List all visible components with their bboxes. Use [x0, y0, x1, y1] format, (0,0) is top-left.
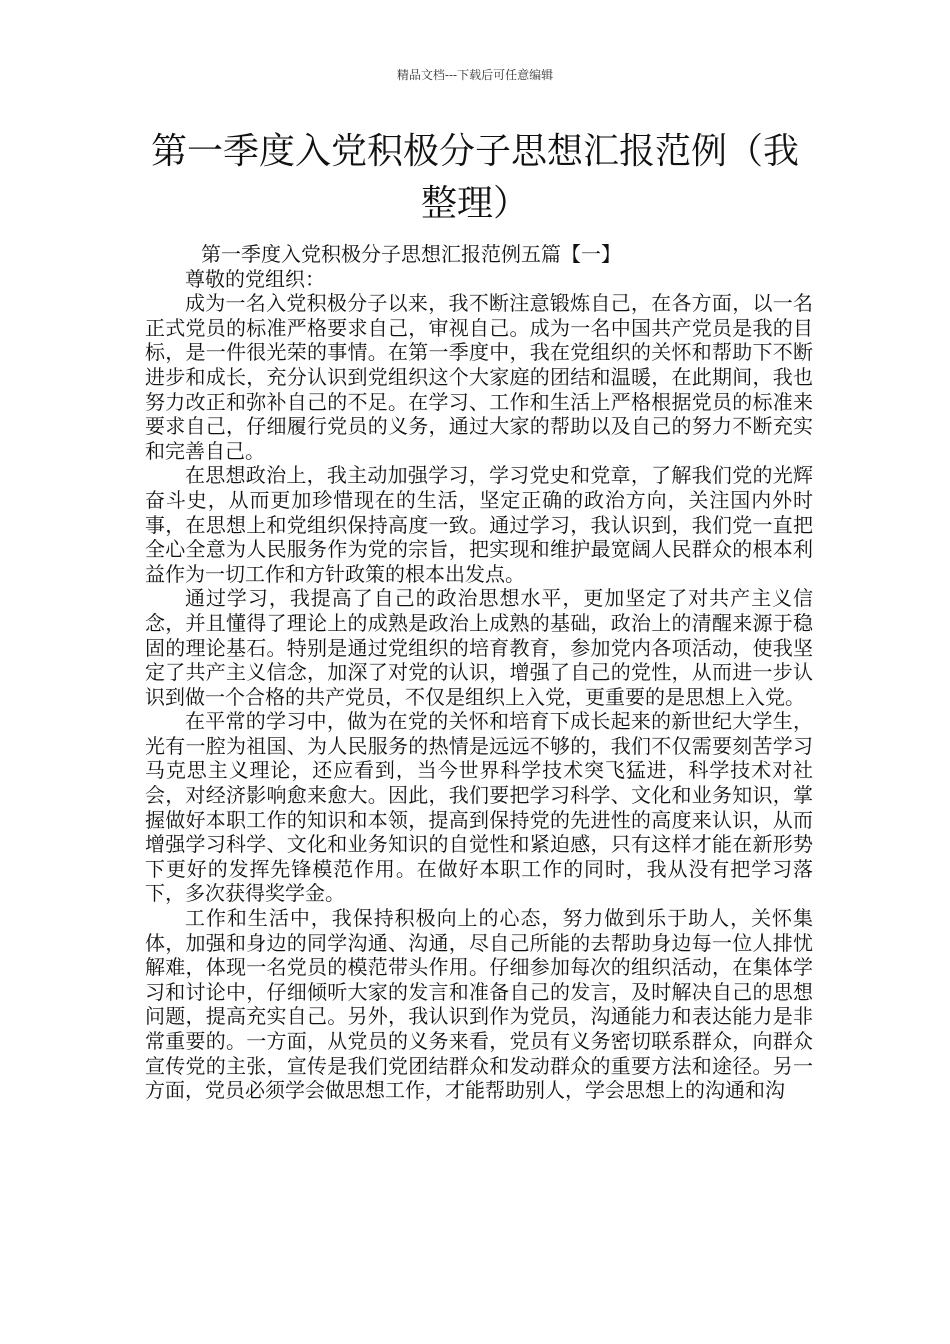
- document-subtitle: 第一季度入党积极分子思想汇报范例五篇【一】: [201, 242, 621, 266]
- document-title: 第一季度入党积极分子思想汇报范例（我整理）: [150, 131, 799, 224]
- paragraph: 在思想政治上，我主动加强学习，学习党史和党章，了解我们党的光辉奋斗史，从而更加珍惜现在的生活，坚定正确的政治方向，关注国内外时事，在思想上和党组织保持高度一致。通过学习，我认识到，我们党一直把全心全意为人民服务作为党的宗旨，把实现和维护最宽阔人民群众的根本利益作为一切工作和方针政策的根本出发点。: [145, 463, 813, 586]
- salutation: 尊敬的党组织：: [185, 266, 325, 291]
- paragraph: 成为一名入党积极分子以来，我不断注意锻炼自己，在各方面，以一名正式党员的标准严格要求自己，审视自己。成为一名中国共产党员是我的目标，是一件很光荣的事情。在第一季度中，我在党组织的关怀和帮助下不断进步和成长，充分认识到党组织这个大家庭的团结和温暖，在此期间，我也努力改正和弥补自己的不足。在学习、工作和生活上严格根据党员的标准来要求自己，仔细履行党员的义务，通过大家的帮助以及自己的努力不断充实和完善自己。: [145, 291, 813, 463]
- paragraph: 工作和生活中，我保持积极向上的心态，努力做到乐于助人，关怀集体，加强和身边的同学沟通、沟通，尽自己所能的去帮助身边每一位人排忧解难，体现一名党员的模范带头作用。仔细参加每次的组织活动，在集体学习和讨论中，仔细倾听大家的发言和准备自己的发言，及时解决自己的思想问题，提高充实自己。另外，我认识到作为党员，沟通能力和表达能力是非常重要的。一方面，从党员的义务来看，党员有义务密切联系群众，向群众宣传党的主张，宣传是我们党团结群众和发动群众的重要方法和途径。另一方面，党员必须学会做思想工作，才能帮助别人，学会思想上的沟通和沟: [145, 906, 813, 1103]
- header-note: 精品文档---下载后可任意编辑: [396, 68, 554, 82]
- paragraph: 通过学习，我提高了自己的政治思想水平，更加坚定了对共产主义信念，并且懂得了理论上的成熟是政治上成熟的基础，政治上的清醒来源于稳固的理论基石。特别是通过党组织的培育教育，参加党内各项活动，使我坚定了共产主义信念，加深了对党的认识，增强了自己的党性，从而进一步认识到做一个合格的共产党员，不仅是组织上入党，更重要的是思想上入党。: [145, 586, 813, 709]
- paragraph: 在平常的学习中，做为在党的关怀和培育下成长起来的新世纪大学生，光有一腔为祖国、为人民服务的热情是远远不够的，我们不仅需要刻苦学习马克思主义理论，还应看到，当今世界科学技术突飞猛进，科学技术对社会，对经济影响愈来愈大。因此，我们要把学习科学、文化和业务知识，掌握做好本职工作的知识和本领，提高到保持党的先进性的高度来认识，从而增强学习科学、文化和业务知识的自觉性和紧迫感，只有这样才能在新形势下更好的发挥先锋模范作用。在做好本职工作的同时，我从没有把学习落下，多次获得奖学金。: [145, 709, 813, 906]
- document-body: [145, 242, 813, 1103]
